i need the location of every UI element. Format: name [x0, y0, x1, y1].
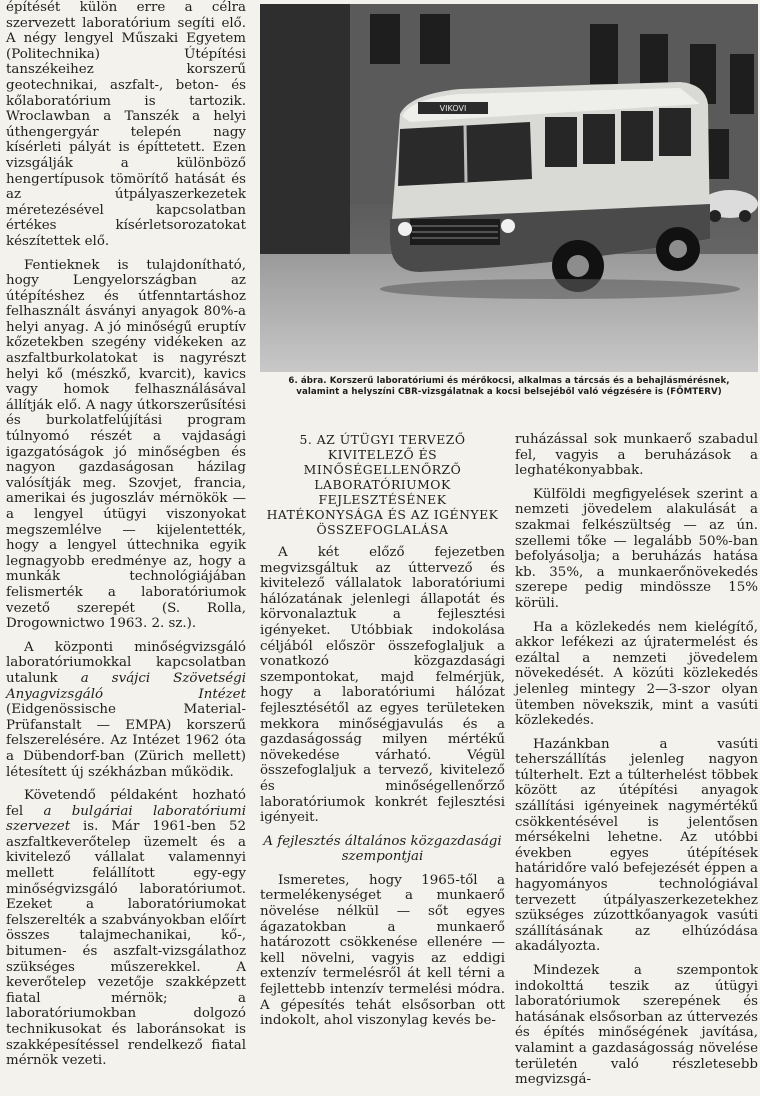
paragraph: Hazánkban a vasúti teherszállítás jelenleg nagyon túlterhelt. Ezt a túlterhelést többek között az útépítési anyagok szállítási igényeinek nagymértékű csökkentésével is jelentősen mérsékelni lehetne. Az utóbbi években egyes útépítések határidőre való befejezését éppen a hagyományos technológiával tervezett útpályaszerkezetekhez szükséges zúzottkőanyagok vasúti szállításának az elhúzódása akadályozta.	[515, 736, 758, 955]
paragraph: A két előző fejezetben megvizsgáltuk az úttervező és kivitelező vállalatok laboratóriumi hálózatának jelenlegi állapotát és körvonalaztuk a fejlesztési igényeket. Utóbbiak indokolása céljából először összefoglaljuk a vonatkozó közgazdasági szempontokat, majd felmérjük, hogy a laboratóriumi hálózat fejlesztésétől az egyes területeken mekkora minőségjavulás és a gazdaságosság milyen mértékű növekedése várható. Végül összefoglaljuk a tervező, kivitelező és minőségellenőrző laboratóriumok konkrét fejlesztési igényeit.	[260, 545, 505, 826]
text-run: A központi minőségvizsgáló laboratóriumokkal kapcsolatban utalunk	[6, 639, 246, 686]
figure-photo	[260, 4, 758, 372]
paragraph: Mindezek a szempontok indokolttá teszik az útügyi laboratóriumok szerepének és hatásának elsősorban az úttervezés és építés minőségének javítása, valamint a gazdaságosság növelése területén való részletesebb megvizsgá-	[515, 963, 758, 1088]
figure-caption: 6. ábra. Korszerű laboratóriumi és mérőkocsi, alkalmas a tárcsás és a behajlásmérésnek, valamint a helyszíni CBR-vizsgálatnak a kocsi belsejéből való végzésére is (FŐMTERV)	[288, 376, 730, 397]
text-run: Követendő példaként hozható fel	[6, 788, 246, 819]
paragraph: Ha a közlekedés nem kielégítő, akkor lefékezi az újratermelést és ezáltal a nemzeti jövedelem növekedését. A közúti közlekedés jelenleg mintegy 2—3-szor olyan ütemben növekszik, mint a vasúti közlekedés.	[515, 619, 758, 729]
bus-photo-illustration	[260, 4, 758, 372]
paragraph: Ismeretes, hogy 1965-től a termelékenységet a munkaerő növelése nélkül — sőt egyes ágazatokban a munkaerő határozott csökkenése ellenére — kell növelni, vagyis az eddigi extenzív termelésről át kell térni a fejlettebb intenzív termelési módra. A gépesítés tehát elsősorban ott indokolt, ahol viszonylag kevés be-	[260, 872, 505, 1029]
paragraph	[6, 788, 246, 1069]
right-column	[515, 432, 758, 1096]
text-run: (Eidgenössische Material-Prüfanstalt — EMPA) korszerű felszerelésére. Az Intézet 1962 óta a Dübendorf-ban (Zürich mellett) létesített új székházban működik.	[6, 702, 246, 780]
bus-destination-text: VIKOVI	[439, 104, 467, 113]
middle-column	[260, 432, 505, 1037]
text-run: is. Már 1961-ben 52 aszfaltkeverőtelep üzemelt és a kivitelező vállalat valamennyi mellett felállított egy-egy minőségvizsgáló laboratóriumot. Ezeket a laboratóriumokat felszerelték a szabványokban előírt összes talajmechanikai, kő-, bitumen- és aszfalt-vizsgálathoz szükséges műszerekkel. A keverőtelep vezetője szakképzett fiatal mérnök; a laboratóriumokban dolgozó technikusokat és laboránsokat is szakképesítéssel rendelkező fiatal mérnök vezeti.	[6, 819, 246, 1069]
subsection-heading: A fejlesztés általános közgazdasági szempontjai	[263, 833, 502, 865]
paragraph: Külföldi megfigyelések szerint a nemzeti jövedelem alakulását a szakmai felkészültség — az ún. szellemi tőke — legalább 50%-ban befolyásolja; a beruházás hatása kb. 35%, a munkaerőnövekedés szerepe pedig mindössze 15% körüli.	[515, 486, 758, 611]
left-column	[6, 0, 246, 1077]
paragraph: építését külön erre a célra szervezett laboratórium segíti elő. A négy lengyel Műszaki Egyetem (Politechnika) Útépítési tanszékeihez korszerű geotechnikai, aszfalt-, beton- és kőlaboratórium is tartozik. Wroclawban a Tanszék a helyi úthengergyár telepén nagy kísérleti pályát is építtetett. Ezen vizsgálják a különböző hengertípusok tömörítő hatását és az útpályaszerkezetek méretezésével kapcsolatban értékes kísérletsorozatokat készítettek elő.	[6, 0, 246, 249]
emphasis: a bulgáriai laboratóriumi szervezet	[6, 803, 247, 835]
paragraph	[6, 640, 246, 780]
emphasis: a svájci Szövetségi Anyagvizsgáló Intézet	[6, 670, 246, 702]
section-heading: 5. AZ ÚTÜGYI TERVEZŐ KIVITELEZŐ ÉS MINŐSÉGELLENŐRZŐ LABORATÓRIUMOK FEJLESZTÉSÉNEK HATÉKONYSÁGA ÉS AZ IGÉNYEK ÖSSZEFOGLALÁSA	[266, 432, 499, 537]
paragraph: ruházással sok munkaerő szabadul fel, vagyis a beruházások a leghatékonyabbak.	[515, 432, 758, 479]
paragraph: Fentieknek is tulajdonítható, hogy Lengyelországban az útépítéshez és útfenntartáshoz felhasznált ásványi anyagok 80%-a helyi anyag. A jó minőségű eruptív kőzetekben szegény vidékeken az aszfaltburkolatokat is nagyrészt helyi kő (mészkő, kvarcit), kavics vagy homok felhasználásával állítják elő. A nagy útkorszerűsítési és burkolatfelújítási program túlnyomó részét a vajdasági igazgatóságok jó minőségben és nagyon gazdaságosan házilag valósítják meg. Szovjet, francia, amerikai és jugoszláv mérnökök — a lengyel útügyi viszonyokat megszemlélve — kijelentették, hogy a lengyel úttechnika egyik legnagyobb eredménye az, hogy a munkák technológiájában felismerték a laboratóriumok vezető szerepét (S. Rolla, Drogownictwo 1963. 2. sz.).	[6, 257, 246, 632]
